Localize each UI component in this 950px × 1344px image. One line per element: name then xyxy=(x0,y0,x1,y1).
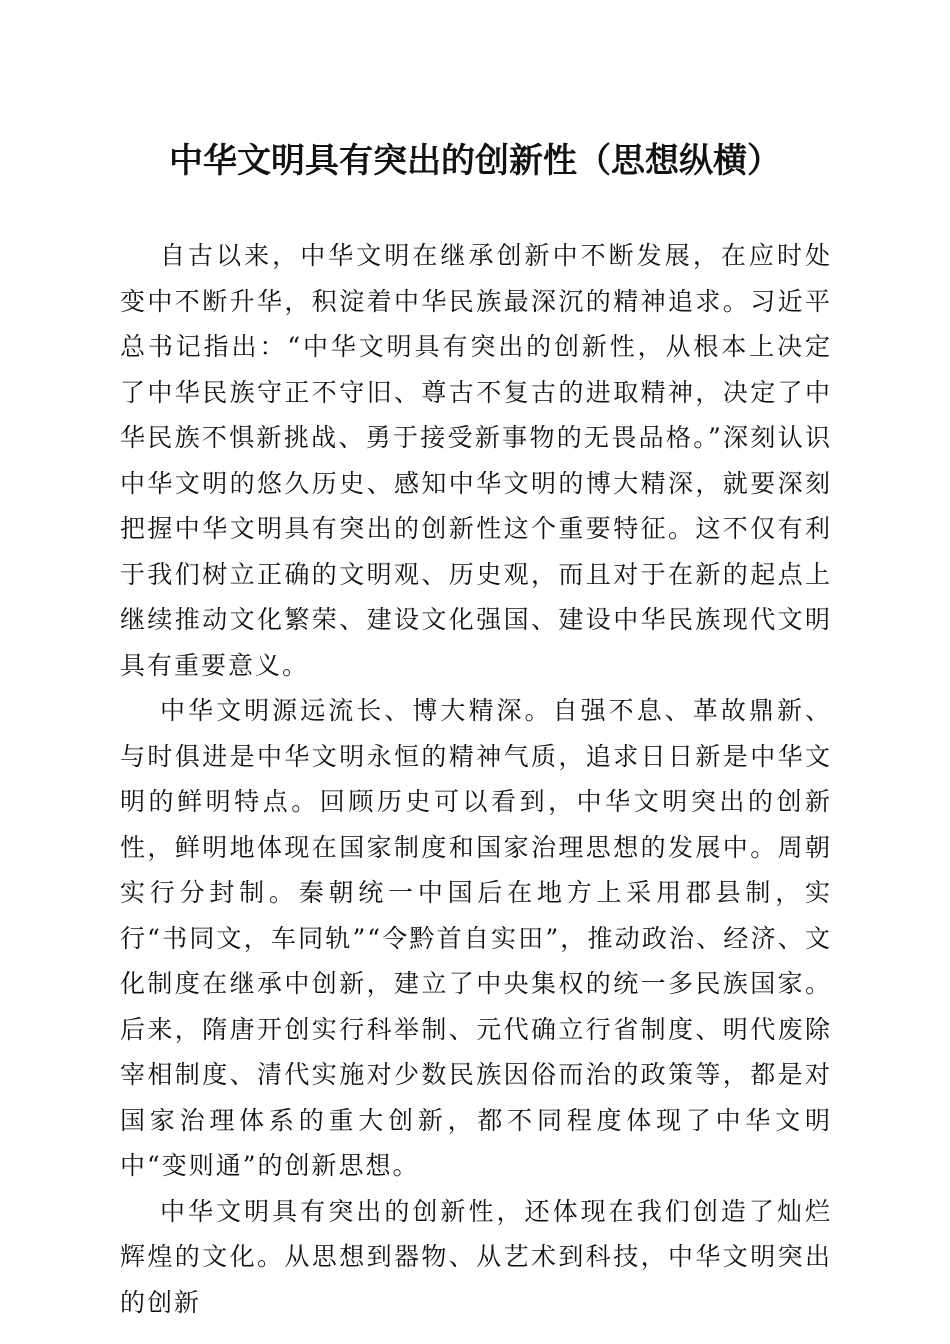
paragraph-1: 自古以来，中华文明在继承创新中不断发展，在应时处变中不断升华，积淀着中华民族最深沉的精神追求。习近平总书记指出：“中华文明具有突出的创新性，从根本上决定了中华民族守正不守旧、尊古不复古的进取精神，决定了中华民族不惧新挑战、勇于接受新事物的无畏品格。”深刻认识中华文明的悠久历史、感知中华文明的博大精深，就要深刻把握中华文明具有突出的创新性这个重要特征。这不仅有利于我们树立正确的文明观、历史观，而且对于在新的起点上继续推动文化繁荣、建设文化强国、建设中华民族现代文明具有重要意义。 xyxy=(120,241,832,680)
paragraph-3: 中华文明具有突出的创新性，还体现在我们创造了灿烂辉煌的文化。从思想到器物、从艺术到科技，中华文明突出的创新 xyxy=(120,1196,832,1317)
document-title: 中华文明具有突出的创新性（思想纵横） xyxy=(169,141,781,181)
paragraph-2: 中华文明源远流长、博大精深。自强不息、革故鼎新、与时俱进是中华文明永恒的精神气质，追求日日新是中华文明的鲜明特点。回顾历史可以看到，中华文明突出的创新性，鲜明地体现在国家制度和国家治理思想的发展中。周朝实行分封制。秦朝统一中国后在地方上采用郡县制，实行“书同文，车同轨”“令黔首自实田”，推动政治、经济、文化制度在继承中创新，建立了中央集权的统一多民族国家。后来，隋唐开创实行科举制、元代确立行省制度、明代废除宰相制度、清代实施对少数民族因俗而治的政策等，都是对国家治理体系的重大创新，都不同程度体现了中华文明中“变则通”的创新思想。 xyxy=(120,696,832,1180)
document-body xyxy=(120,233,832,1325)
